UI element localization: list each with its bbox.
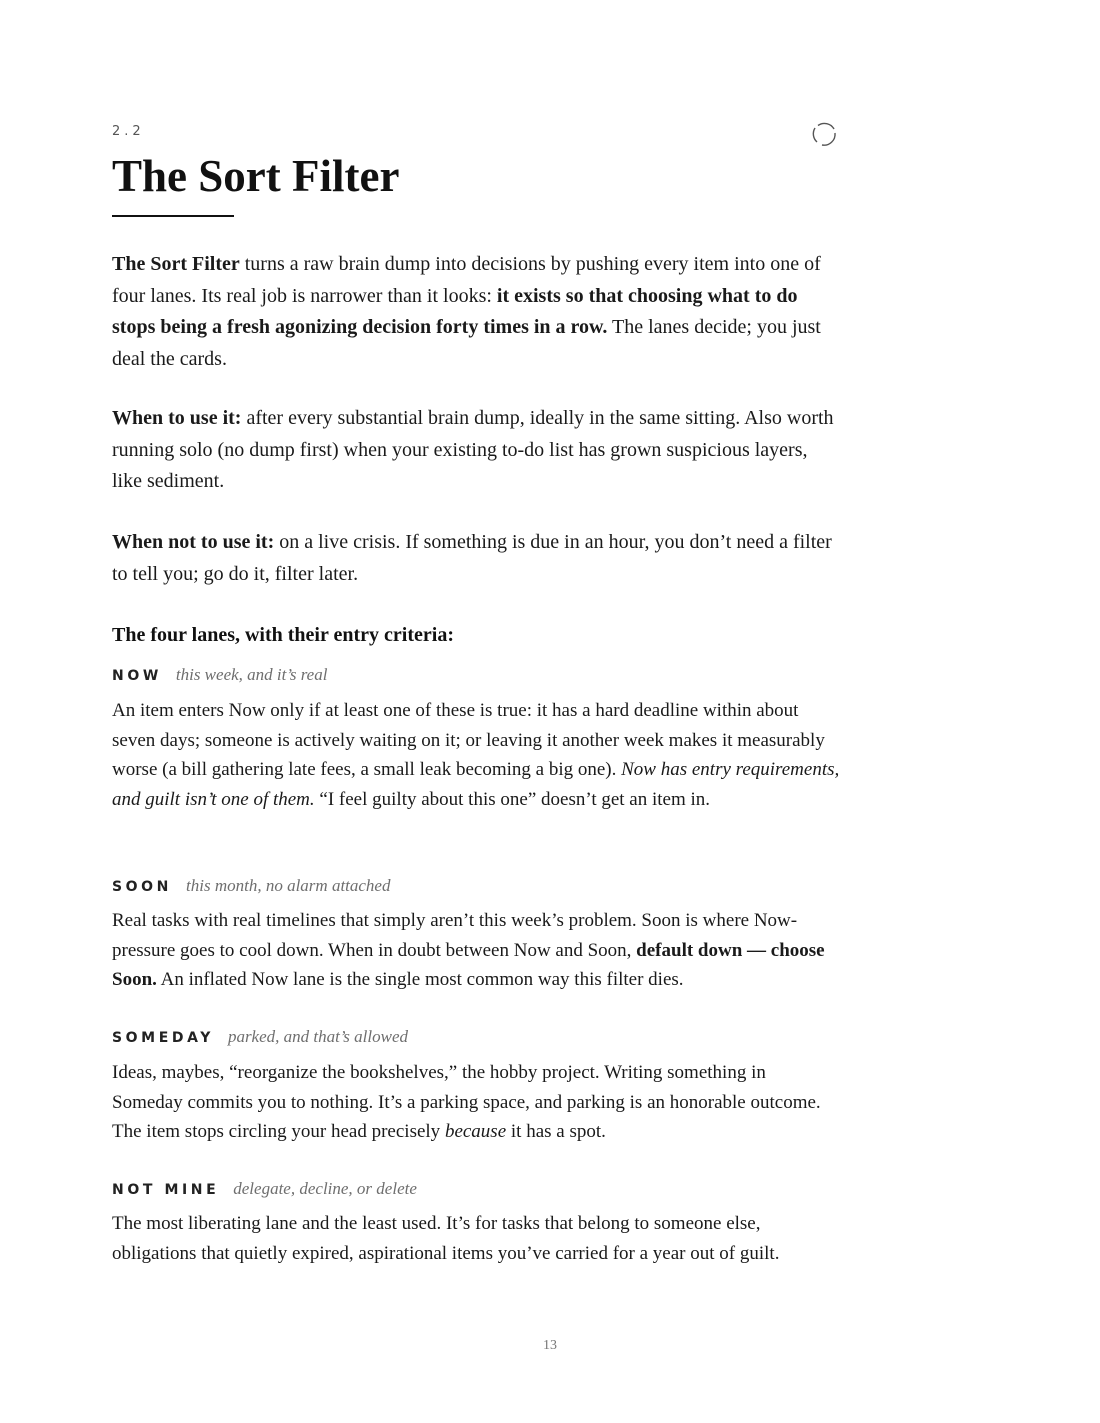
when-not-to-use-label: When not to use it: bbox=[112, 531, 275, 553]
lane-someday-text-3: it has a spot. bbox=[506, 1121, 606, 1142]
lane-soon-header bbox=[112, 876, 390, 900]
lane-not-mine-description: The most liberating lane and the least used. It’s for tasks that belong to someone else, obligations that quietly expired, aspirational items you’ve carried for a year out of guilt. bbox=[112, 1213, 780, 1264]
lane-someday-subtitle: parked, and that’s allowed bbox=[227, 1027, 409, 1046]
title-underline-divider bbox=[112, 215, 234, 217]
when-to-use-text: after every substantial brain dump, ideally in the same sitting. Also worth running solo (no dump first) when your existing to-do list has grown suspicious layers, like sediment. bbox=[112, 407, 834, 492]
lane-soon-name: SOON bbox=[112, 879, 173, 895]
lanes-heading: The four lanes, with their entry criteria: bbox=[112, 624, 454, 646]
section-number: 2.2 bbox=[112, 124, 145, 139]
lane-not-mine-subtitle: delegate, decline, or delete bbox=[233, 1179, 417, 1198]
circle-outline-icon bbox=[811, 121, 837, 147]
page-number: 13 bbox=[543, 1338, 557, 1353]
lane-now-subtitle: this week, and it’s real bbox=[175, 665, 328, 684]
lane-soon-bold: default down — choose Soon. bbox=[112, 939, 825, 990]
intro-text-1: turns a raw brain dump into decisions by pushing every item into one of four lanes. Its real job is narrower than it looks: bbox=[112, 253, 821, 307]
when-not-to-use-paragraph bbox=[112, 527, 840, 590]
lane-now-text-3: “I feel guilty about this one” doesn’t get an item in. bbox=[314, 788, 711, 810]
when-not-to-use-text: on a live crisis. If something is due in an hour, you don’t need a filter to tell you; go do it, filter later. bbox=[112, 531, 832, 585]
intro-paragraph bbox=[112, 249, 840, 375]
lane-now-text-1: An item enters Now only if at least one of these is true: it has a hard deadline within about seven days; someone is actively waiting on it; or leaving it another week makes it measurably worse (a bill gathering late fees, a small leak becoming a big one). bbox=[112, 700, 825, 780]
when-to-use-label: When to use it: bbox=[112, 407, 242, 429]
lane-someday-header bbox=[112, 1027, 408, 1051]
page-title: The Sort Filter bbox=[112, 151, 400, 201]
lane-someday-description bbox=[112, 1058, 840, 1147]
lane-not-mine-header bbox=[112, 1179, 417, 1203]
lane-soon-description bbox=[112, 906, 840, 995]
lane-someday-text-1: Ideas, maybes, “reorganize the bookshelves,” the hobby project. Writing something in Someday commits you to nothing. It’s a parking space, and parking is an honorable outcome. The item stops circling your head precisely bbox=[112, 1062, 821, 1142]
lane-soon-subtitle: this month, no alarm attached bbox=[186, 876, 391, 895]
lane-someday-italic: because bbox=[444, 1121, 507, 1142]
lane-soon-text-1: Real tasks with real timelines that simply aren’t this week’s problem. Soon is where Now-pressure goes to cool down. When in doubt between Now and Soon, bbox=[112, 910, 798, 961]
when-to-use-paragraph bbox=[112, 403, 840, 498]
lane-not-mine-name: NOT MINE bbox=[112, 1182, 220, 1198]
lane-now-description bbox=[112, 696, 840, 814]
intro-text-3: The lanes decide; you just deal the cards. bbox=[112, 316, 821, 370]
intro-lead-bold: The Sort Filter bbox=[112, 253, 240, 275]
lane-soon-text-3: An inflated Now lane is the single most common way this filter dies. bbox=[156, 969, 684, 990]
intro-bold-statement: it exists so that choosing what to do stops being a fresh agonizing decision forty times in a row. bbox=[112, 284, 798, 338]
lane-now-header bbox=[112, 665, 327, 689]
lane-someday-name: SOMEDAY bbox=[112, 1030, 214, 1046]
lane-now-italic: Now has entry requirements, and guilt isn’t one of them. bbox=[112, 759, 840, 810]
lane-now-name: NOW bbox=[112, 668, 162, 684]
